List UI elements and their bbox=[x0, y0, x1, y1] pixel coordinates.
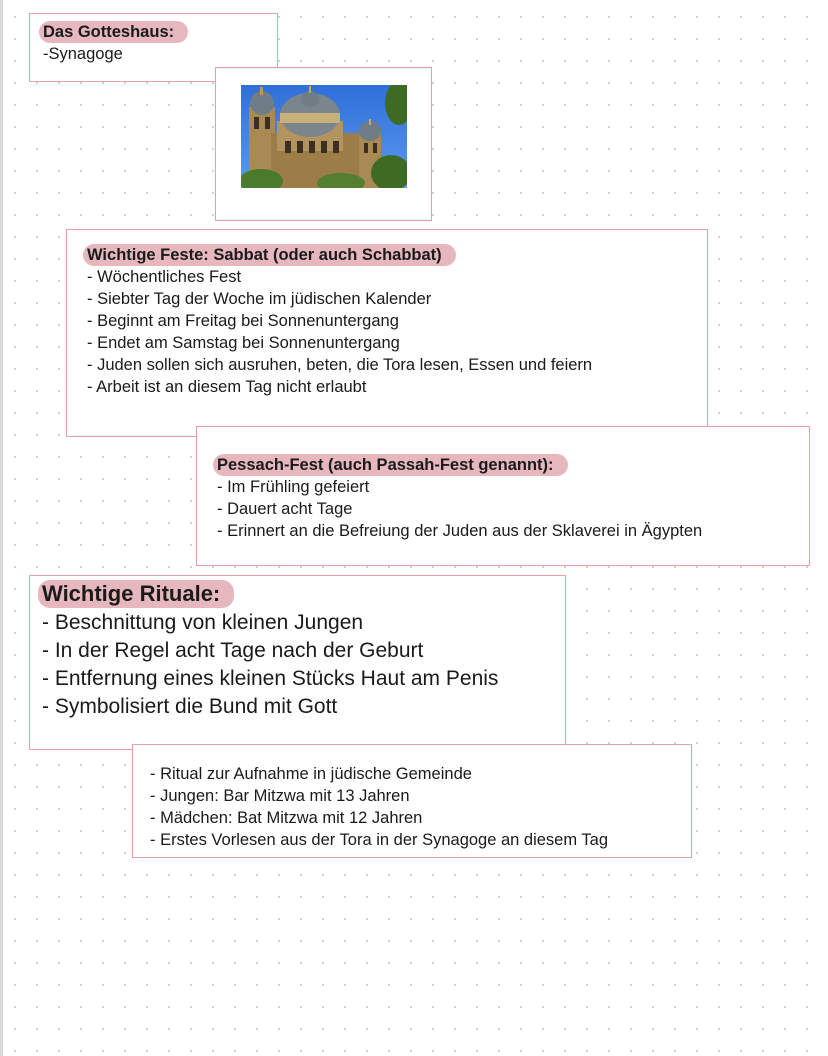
pessach-box bbox=[196, 426, 810, 566]
page-left-edge bbox=[0, 0, 3, 1056]
sabbat-line: - Wöchentliches Fest bbox=[87, 268, 242, 286]
rituale-title-line bbox=[42, 580, 565, 609]
sabbat-line: - Siebter Tag der Woche im jüdischen Kalender bbox=[87, 290, 432, 308]
image-box bbox=[215, 67, 432, 221]
mitzwa-line: - Ritual zur Aufnahme in jüdische Gemeinde bbox=[150, 765, 472, 783]
sabbat-line: - Beginnt am Freitag bei Sonnenuntergang bbox=[87, 312, 399, 330]
rituale-line: - Symbolisiert die Bund mit Gott bbox=[42, 695, 338, 718]
mitzwa-line: - Erstes Vorlesen aus der Tora in der Synagoge an diesem Tag bbox=[150, 831, 608, 849]
rituale-title: Wichtige Rituale: bbox=[38, 580, 234, 608]
synagogue-image bbox=[241, 85, 407, 188]
pessach-title-line bbox=[217, 454, 809, 476]
mitzwa-line: - Jungen: Bar Mitzwa mit 13 Jahren bbox=[150, 787, 410, 805]
sabbat-title-line bbox=[87, 244, 707, 266]
pessach-line: - Dauert acht Tage bbox=[217, 500, 353, 518]
sabbat-line: - Juden sollen sich ausruhen, beten, die Tora lesen, Essen und feiern bbox=[87, 356, 593, 374]
mitzwa-line: - Mädchen: Bat Mitzwa mit 12 Jahren bbox=[150, 809, 423, 827]
pessach-title: Pessach-Fest (auch Passah-Fest genannt): bbox=[213, 454, 568, 476]
gotteshaus-line: -Synagoge bbox=[43, 45, 123, 63]
rituale-line: - Beschnittung von kleinen Jungen bbox=[42, 611, 364, 634]
sabbat-line: - Arbeit ist an diesem Tag nicht erlaubt bbox=[87, 378, 367, 396]
rituale-line: - Entfernung eines kleinen Stücks Haut am Penis bbox=[42, 667, 499, 690]
gotteshaus-title-line bbox=[43, 21, 277, 43]
sabbat-line: - Endet am Samstag bei Sonnenuntergang bbox=[87, 334, 400, 352]
pessach-line: - Im Frühling gefeiert bbox=[217, 478, 370, 496]
gotteshaus-title: Das Gotteshaus: bbox=[39, 21, 188, 43]
rituale-box bbox=[29, 575, 566, 750]
mitzwa-box bbox=[132, 744, 692, 858]
sabbat-title: Wichtige Feste: Sabbat (oder auch Schabbat) bbox=[83, 244, 456, 266]
pessach-line: - Erinnert an die Befreiung der Juden aus der Sklaverei in Ägypten bbox=[217, 522, 703, 540]
synagogue-photo bbox=[241, 85, 407, 188]
rituale-line: - In der Regel acht Tage nach der Geburt bbox=[42, 639, 424, 662]
sabbat-box bbox=[66, 229, 708, 437]
